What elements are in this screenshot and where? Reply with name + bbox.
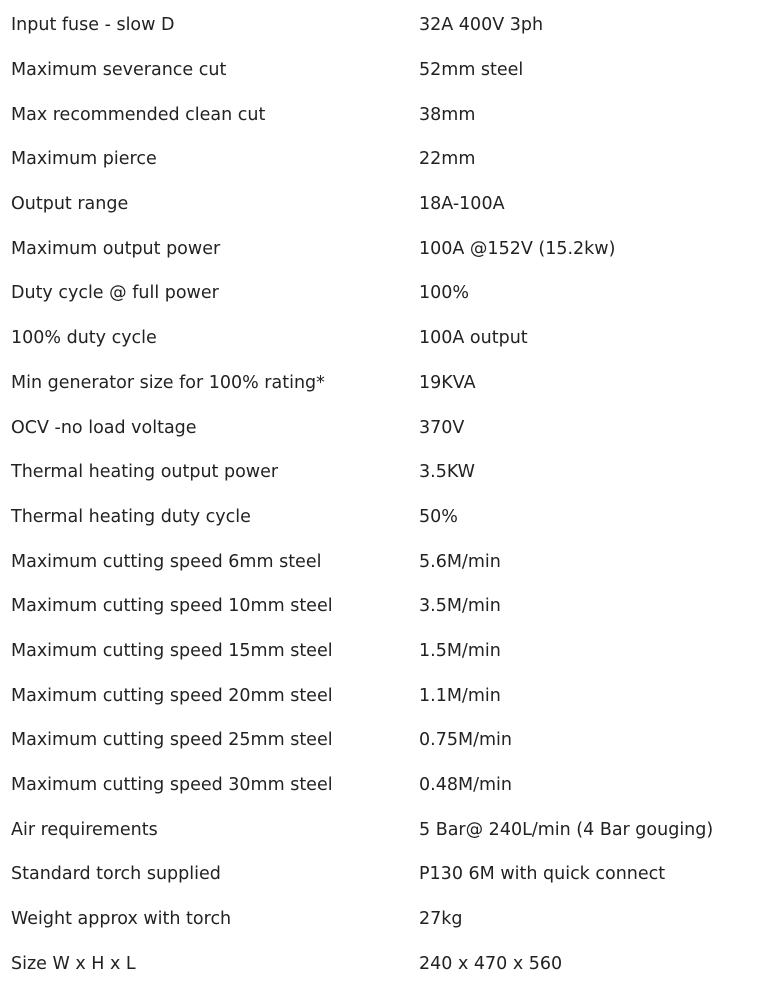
spec-label: Maximum cutting speed 10mm steel — [11, 596, 333, 617]
spec-value: 5 Bar@ 240L/min (4 Bar gouging) — [419, 819, 714, 840]
spec-row — [0, 361, 774, 406]
spec-label: Input fuse - slow D — [11, 15, 175, 36]
spec-row — [0, 852, 774, 897]
spec-value: P130 6M with quick connect — [419, 864, 666, 885]
spec-value: 1.1M/min — [419, 685, 501, 706]
spec-value: 0.75M/min — [419, 730, 512, 751]
spec-label: Maximum cutting speed 25mm steel — [11, 730, 333, 751]
spec-label: Standard torch supplied — [11, 864, 221, 885]
spec-label: Maximum cutting speed 6mm steel — [11, 551, 322, 572]
spec-row — [0, 182, 774, 227]
spec-label: Air requirements — [11, 819, 158, 840]
spec-label: Maximum output power — [11, 238, 221, 259]
spec-label: Size W x H x L — [11, 953, 136, 974]
spec-label: 100% duty cycle — [11, 328, 157, 349]
spec-row — [0, 316, 774, 361]
spec-label: Duty cycle @ full power — [11, 283, 219, 304]
spec-row — [0, 897, 774, 942]
spec-value: 27kg — [419, 909, 463, 930]
spec-label: Min generator size for 100% rating* — [11, 372, 325, 393]
spec-value: 52mm steel — [419, 60, 524, 81]
spec-row — [0, 718, 774, 763]
spec-value: 5.6M/min — [419, 551, 501, 572]
spec-value: 240 x 470 x 560 — [419, 953, 563, 974]
spec-value: 18A-100A — [419, 194, 505, 215]
spec-row — [0, 495, 774, 540]
spec-label: Output range — [11, 194, 129, 215]
spec-label: Thermal heating output power — [11, 462, 279, 483]
spec-row — [0, 48, 774, 93]
spec-value: 50% — [419, 506, 458, 527]
spec-value: 100A output — [419, 328, 528, 349]
spec-row — [0, 3, 774, 48]
spec-row — [0, 137, 774, 182]
spec-row — [0, 92, 774, 137]
spec-value: 38mm — [419, 104, 476, 125]
spec-value: 1.5M/min — [419, 640, 501, 661]
spec-row — [0, 226, 774, 271]
spec-row — [0, 450, 774, 495]
spec-label: OCV -no load voltage — [11, 417, 197, 438]
spec-value: 100A @152V (15.2kw) — [419, 238, 616, 259]
spec-row — [0, 763, 774, 808]
spec-value: 0.48M/min — [419, 775, 512, 796]
spec-row — [0, 584, 774, 629]
spec-label: Maximum cutting speed 30mm steel — [11, 775, 333, 796]
spec-value: 19KVA — [419, 372, 476, 393]
spec-value: 100% — [419, 283, 470, 304]
spec-value: 22mm — [419, 149, 476, 170]
spec-value: 370V — [419, 417, 465, 438]
spec-label: Weight approx with torch — [11, 909, 232, 930]
spec-row — [0, 405, 774, 450]
spec-row — [0, 673, 774, 718]
spec-label: Maximum cutting speed 15mm steel — [11, 640, 333, 661]
spec-label: Thermal heating duty cycle — [11, 506, 251, 527]
spec-row — [0, 629, 774, 674]
spec-label: Max recommended clean cut — [11, 104, 266, 125]
spec-row — [0, 941, 774, 986]
spec-label: Maximum cutting speed 20mm steel — [11, 685, 333, 706]
spec-value: 3.5M/min — [419, 596, 501, 617]
spec-label: Maximum pierce — [11, 149, 157, 170]
spec-value: 3.5KW — [419, 462, 475, 483]
spec-value: 32A 400V 3ph — [419, 15, 544, 36]
spec-row — [0, 539, 774, 584]
spec-row — [0, 271, 774, 316]
spec-row — [0, 807, 774, 852]
spec-label: Maximum severance cut — [11, 60, 227, 81]
